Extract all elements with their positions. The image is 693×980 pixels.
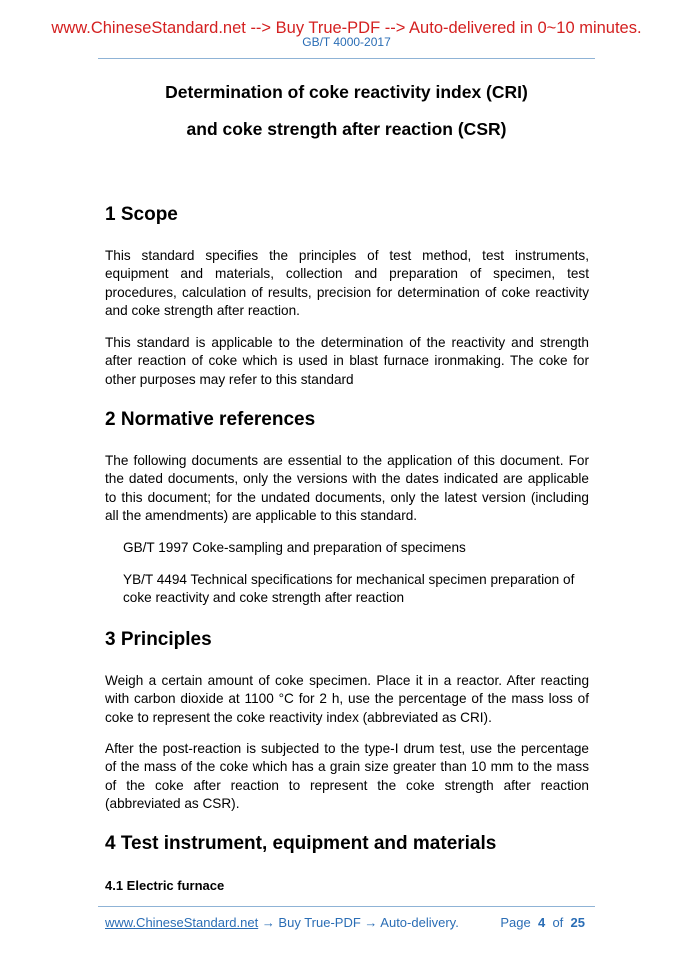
footer-text: → Buy True-PDF → Auto-delivery. bbox=[258, 915, 459, 930]
section-heading-scope: 1 Scope bbox=[105, 204, 178, 225]
reference-item: GB/T 1997 Coke-sampling and preparation of specimens bbox=[123, 540, 466, 555]
paragraph: After the post-reaction is subjected to the type-I drum test, use the percentage of the mass of the coke which has a grain size greater than 10 mm to the mass of the coke after reaction to represent the coke strength after reaction (abbreviated as CSR). bbox=[105, 741, 589, 811]
promo-banner[interactable]: www.ChineseStandard.net --> Buy True-PDF --> Auto-delivered in 0~10 minutes. bbox=[51, 19, 642, 37]
standard-number: GB/T 4000-2017 bbox=[302, 35, 391, 49]
reference-item: YB/T 4494 Technical specifications for mechanical specimen preparation of coke reactivity and coke strength after reaction bbox=[123, 572, 575, 606]
paragraph: The following documents are essential to the application of this document. For the dated documents, only the versions with the dates indicated are applicable to this document; for the undated documents, only the latest version (including all the amendments) are applicable to this standard. bbox=[105, 453, 589, 523]
doc-title-line2: and coke strength after reaction (CSR) bbox=[186, 119, 507, 139]
paragraph: This standard is applicable to the determination of the reactivity and strength after reaction of coke which is used in blast furnace ironmaking. The coke for other purposes may refer to this standard bbox=[105, 335, 589, 387]
subsection-heading: 4.1 Electric furnace bbox=[105, 878, 225, 893]
section-heading-normative-references: 2 Normative references bbox=[105, 409, 316, 430]
page-footer bbox=[105, 915, 585, 930]
section-heading-test-instrument: 4 Test instrument, equipment and materials bbox=[105, 833, 497, 854]
header-divider bbox=[98, 58, 595, 59]
doc-title-line1: Determination of coke reactivity index (CRI) bbox=[165, 82, 528, 102]
paragraph: Weigh a certain amount of coke specimen. Place it in a reactor. After reacting with carbon dioxide at 1100 °C for 2 h, use the percentage of the mass loss of coke to represent the coke reactivity index (abbreviated as CRI). bbox=[105, 673, 589, 725]
paragraph: This standard specifies the principles of test method, test instruments, equipment and materials, collection and preparation of specimen, test procedures, calculation of results, precision for determination of coke reactivity and coke strength after reaction. bbox=[105, 248, 589, 318]
page-indicator: Page 4 of 25 bbox=[500, 915, 585, 930]
section-heading-principles: 3 Principles bbox=[105, 629, 212, 650]
footer-link[interactable]: www.ChineseStandard.net bbox=[105, 915, 259, 930]
footer-divider bbox=[98, 906, 595, 907]
